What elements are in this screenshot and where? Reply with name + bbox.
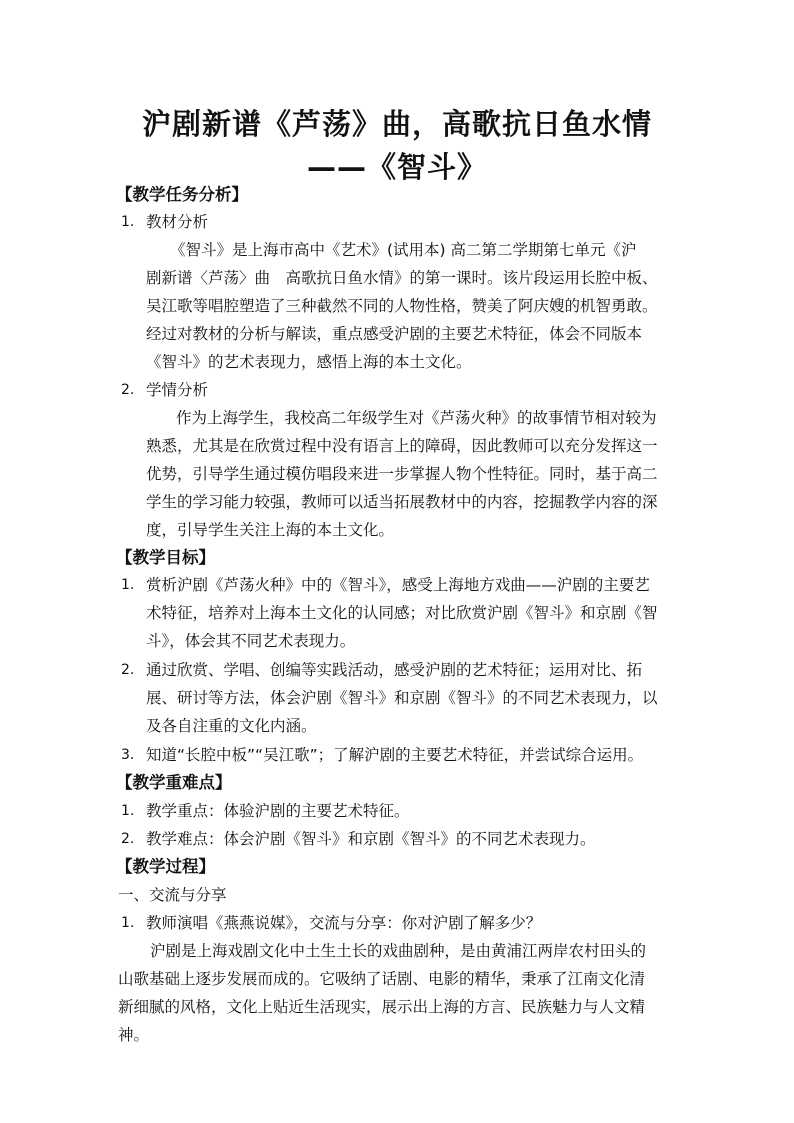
paragraph-line: 新细腻的风格，文化上贴近生活现实，展示出上海的方言、民族魅力与人文精 — [118, 998, 646, 1016]
paragraph-line: 剧新谱〈芦荡〉曲 高歌抗日鱼水情》的第一课时。该片段运用长腔中板、 — [146, 269, 658, 287]
paragraph-line: 神。 — [118, 1026, 150, 1044]
list-item-line: 展、研讨等方法，体会沪剧《智斗》和京剧《智斗》的不同艺术表现力，以 — [146, 689, 658, 707]
paragraph-line: 经过对教材的分析与解读，重点感受沪剧的主要艺术特征，体会不同版本 — [146, 325, 643, 343]
subsection-heading: 一、交流与分享 — [118, 886, 227, 904]
paragraph-line: 优势，引导学生通过模仿唱段来进一步掌握人物个性特征。同时，基于高二 — [146, 465, 658, 483]
list-item-line: 通过欣赏、学唱、创编等实践活动，感受沪剧的艺术特征；运用对比、拓 — [146, 661, 643, 679]
list-number: 1. — [121, 915, 135, 931]
list-number: 1. — [121, 803, 135, 819]
paragraph-line: 熟悉，尤其是在欣赏过程中没有语言上的障碍，因此教师可以充分发挥这一 — [146, 437, 658, 455]
list-number: 3. — [121, 747, 135, 763]
paragraph-line: 沪剧是上海戏剧文化中土生土长的戏曲剧种，是由黄浦江两岸农村田头的 — [150, 942, 647, 960]
paragraph-line: 山歌基础上逐步发展而成的。它吸纳了话剧、电影的精华，秉承了江南文化清 — [118, 970, 646, 988]
paragraph-line: 学生的学习能力较强，教师可以适当拓展教材中的内容，挖掘教学内容的深 — [146, 493, 658, 511]
section-heading-process: 【教学过程】 — [116, 857, 215, 876]
section-heading-objectives: 【教学目标】 — [116, 548, 215, 567]
document-subtitle: ——《智斗》 — [306, 150, 487, 184]
list-item-line: 教学难点：体会沪剧《智斗》和京剧《智斗》的不同艺术表现力。 — [146, 830, 596, 848]
list-number: 1. — [121, 214, 135, 230]
section-heading-key-points: 【教学重难点】 — [116, 773, 232, 792]
list-item-line: 斗》，体会其不同艺术表现力。 — [146, 632, 356, 650]
list-item-line: 教学重点：体验沪剧的主要艺术特征。 — [146, 802, 410, 820]
paragraph-line: 度，引导学生关注上海的本土文化。 — [146, 521, 395, 539]
list-item-line: 知道“长腔中板”“吴江歌”；了解沪剧的主要艺术特征，并尝试综合运用。 — [146, 746, 644, 764]
section-heading-task-analysis: 【教学任务分析】 — [116, 185, 248, 204]
subsection-label: 教材分析 — [146, 213, 209, 231]
paragraph-line: 作为上海学生，我校高二年级学生对《芦荡火种》的故事情节相对较为 — [176, 409, 657, 427]
list-number: 2. — [121, 382, 135, 398]
list-item-line: 赏析沪剧《芦荡火种》中的《智斗》，感受上海地方戏曲——沪剧的主要艺 — [146, 576, 650, 594]
list-item-line: 教师演唱《燕燕说媒》，交流与分享：你对沪剧了解多少？ — [146, 914, 542, 932]
list-item-line: 及各自注重的文化内涵。 — [146, 717, 317, 735]
subsection-label: 学情分析 — [146, 381, 209, 399]
paragraph-line: 吴江歌等唱腔塑造了三种截然不同的人物性格，赞美了阿庆嫂的机智勇敢。 — [146, 297, 658, 315]
list-number: 2. — [121, 662, 135, 678]
list-item-line: 术特征，培养对上海本土文化的认同感；对比欣赏沪剧《智斗》和京剧《智 — [146, 604, 658, 622]
document-title: 沪剧新谱《芦荡》曲，高歌抗日鱼水情 — [141, 107, 652, 141]
paragraph-line: 《智斗》是上海市高中《艺术》(试用本) 高二第二学期第七单元《沪 — [170, 241, 637, 259]
paragraph-line: 《智斗》的艺术表现力，感悟上海的本土文化。 — [146, 353, 472, 371]
list-number: 1. — [121, 577, 135, 593]
list-number: 2. — [121, 831, 135, 847]
